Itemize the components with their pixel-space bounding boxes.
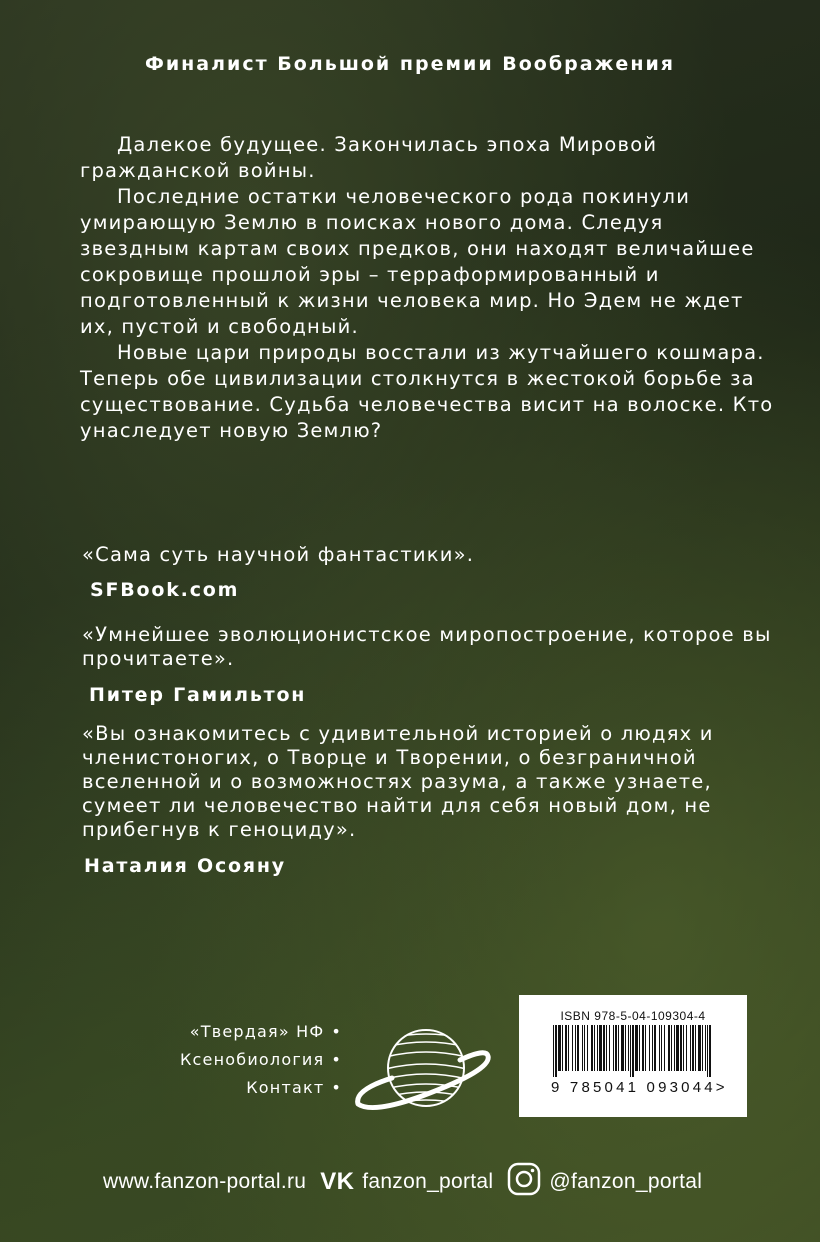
barcode-bar [609, 1025, 610, 1071]
barcode-bar [661, 1025, 662, 1071]
barcode-bar [599, 1025, 602, 1071]
quote-text: «Умнейшее эволюционистское миропостроение, которое вы прочитаете». [82, 623, 772, 670]
barcode-bar [642, 1025, 644, 1071]
quote-text: «Вы ознакомитесь с удивительной историей о людях и членистоногих, о Творце и Творении, о безграничной вселенной и о возможностях разума, а также узнаете, сумеет ли человечество найти для себя новый дом, не прибегнув к геноциду». [82, 722, 714, 841]
instagram-link[interactable]: @fanzon_portal [549, 1170, 703, 1193]
barcode-bar [668, 1025, 670, 1071]
barcode-bar [652, 1025, 653, 1071]
barcode-bar [618, 1025, 619, 1071]
barcode-bar [639, 1025, 640, 1071]
barcode-bar [649, 1025, 650, 1071]
barcode-digits-text: 9 785041 093044 [551, 1079, 716, 1096]
review-quote-3 [82, 722, 792, 878]
genre-tag [180, 1018, 342, 1046]
barcode-bar [553, 1025, 554, 1077]
barcode-bars [553, 1025, 713, 1077]
genre-tag-label: Контакт [246, 1078, 325, 1097]
barcode-bar [690, 1025, 691, 1071]
barcode-bar [702, 1025, 703, 1071]
genre-tags [180, 1018, 342, 1102]
genre-tag-label: Ксенобиология [180, 1050, 325, 1069]
genre-tag [180, 1046, 342, 1074]
quote-author: Наталия Осояну [84, 855, 286, 877]
bullet-icon: • [331, 1078, 342, 1097]
barcode-bar [683, 1025, 684, 1071]
award-header: Финалист Большой премии Воображения [145, 53, 675, 75]
barcode-bar [645, 1025, 646, 1071]
barcode-bar [698, 1025, 701, 1071]
bullet-icon: • [331, 1022, 342, 1041]
barcode-bar [587, 1025, 588, 1071]
review-quote-1 [82, 543, 792, 602]
barcode-bar [659, 1025, 660, 1071]
bullet-icon: • [331, 1050, 342, 1069]
barcode-bar [692, 1025, 694, 1071]
quote-author: SFBook.com [90, 579, 240, 601]
barcode-bar [606, 1025, 607, 1071]
barcode-bar [562, 1025, 563, 1071]
book-blurb [80, 132, 780, 444]
blurb-paragraph: Далекое будущее. Закончилась эпоха Мировой гражданской войны. [80, 133, 658, 182]
barcode-bar [686, 1025, 687, 1071]
barcode-bar [674, 1025, 675, 1071]
barcode-bar [582, 1025, 583, 1071]
blurb-paragraph: Последние остатки человеческого рода покинули умирающую Землю в поисках нового дома. Следуя звездным картам своих предков, они находят величайшее сокровище прошлой эры – терраформированный и подготовленный к жизни человека мир. Но Эдем не ждет их, пустой и свободный. [80, 185, 755, 338]
barcode-bar [705, 1025, 706, 1071]
barcode-bar [630, 1025, 631, 1077]
barcode-bar [584, 1025, 585, 1071]
publisher-contacts [103, 1164, 702, 1200]
barcode-bar [676, 1025, 679, 1071]
barcode-bar [671, 1025, 672, 1071]
barcode-bar [613, 1025, 614, 1071]
blurb-paragraph: Новые цари природы восстали из жутчайшего кошмара. Теперь обе цивилизации столкнутся в жестокой борьбе за существование. Судьба человечества висит на волоске. Кто унаследует новую Землю? [80, 341, 774, 442]
barcode-bar [632, 1025, 634, 1077]
barcode-digits [551, 1079, 731, 1096]
quote-author: Питер Гамильтон [89, 684, 307, 706]
barcode-bar [594, 1025, 595, 1071]
planet-icon [352, 1018, 492, 1118]
genre-tag-label: «Твердая» НФ [189, 1022, 325, 1041]
barcode-bar [615, 1025, 617, 1071]
barcode-bar [575, 1025, 576, 1071]
barcode-bar [707, 1025, 708, 1077]
barcode-bar [558, 1025, 561, 1071]
barcode-bar [654, 1025, 656, 1071]
review-quote-2 [82, 623, 792, 707]
barcode-bar [695, 1025, 696, 1071]
barcode-bar [568, 1025, 569, 1071]
barcode-bar [709, 1025, 711, 1077]
barcode-bar [664, 1025, 665, 1071]
barcode-bar [603, 1025, 605, 1071]
barcode-bar [635, 1025, 638, 1071]
barcode-bar [555, 1025, 557, 1077]
quote-text: «Сама суть научной фантастики». [82, 543, 475, 566]
vk-icon: VK [320, 1168, 355, 1195]
barcode-bar [577, 1025, 579, 1071]
barcode-bar [628, 1025, 629, 1071]
barcode-bar [625, 1025, 626, 1071]
barcode-bar [572, 1025, 573, 1071]
instagram-icon [507, 1162, 541, 1202]
vk-link[interactable]: fanzon_portal [362, 1170, 494, 1193]
barcode-bar [591, 1025, 593, 1071]
genre-tag [180, 1074, 342, 1102]
barcode-bar [621, 1025, 624, 1071]
barcode-arrow: > [715, 1079, 728, 1096]
isbn-label: ISBN 978-5-04-109304-4 [560, 1009, 706, 1023]
barcode-bar [597, 1025, 598, 1071]
barcode-bar [680, 1025, 682, 1071]
website-link[interactable]: www.fanzon-portal.ru [103, 1170, 307, 1193]
barcode-bar [565, 1025, 567, 1071]
barcode [519, 995, 747, 1117]
